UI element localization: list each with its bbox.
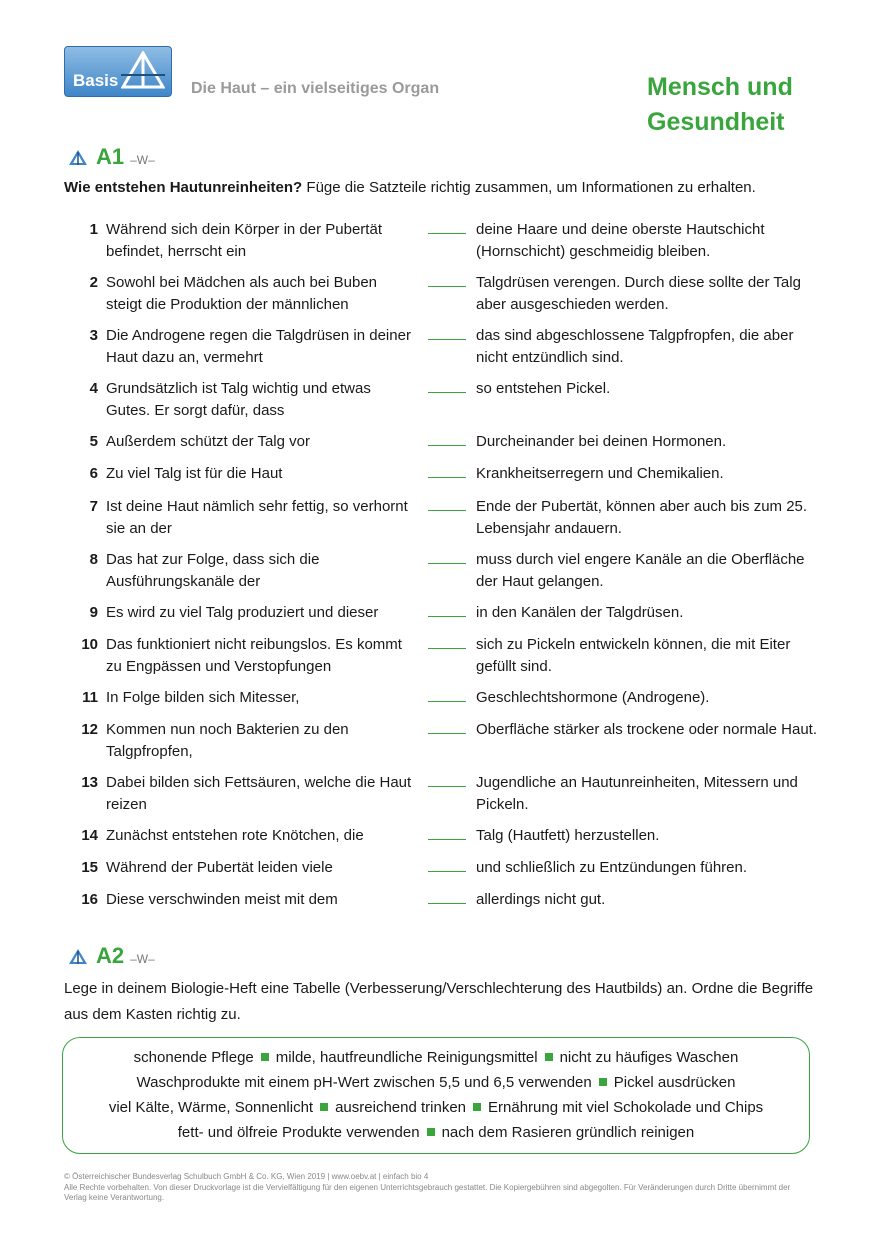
row-number: 2: [89, 274, 98, 291]
row-number: 15: [81, 859, 98, 876]
row-number: 12: [81, 721, 98, 738]
answer-blank[interactable]: [428, 733, 466, 734]
term: ausreichend trinken: [335, 1099, 467, 1116]
sentence-start: Zunächst entstehen rote Knötchen, die: [106, 827, 364, 844]
row-number: 16: [81, 891, 98, 908]
row-number: 5: [89, 433, 98, 450]
sentence-end: in den Kanälen der Talgdrüsen.: [476, 604, 684, 621]
sentence-end: Ende der Pubertät, können aber auch bis zum 25. Lebensjahr andauern.: [476, 498, 808, 537]
answer-blank[interactable]: [428, 233, 466, 234]
answer-blank[interactable]: [428, 563, 466, 564]
row-number: 4: [89, 380, 98, 397]
row-number: 9: [89, 604, 98, 621]
term: Ernährung mit viel Schokolade und Chips: [488, 1099, 764, 1116]
answer-blank[interactable]: [428, 392, 466, 393]
term: Waschprodukte mit einem pH-Wert zwischen 5,5 und 6,5 verwenden: [136, 1074, 592, 1091]
row-number: 8: [89, 551, 98, 568]
answer-blank[interactable]: [428, 701, 466, 702]
sentence-start: Das hat zur Folge, dass sich die Ausführungskanäle der: [106, 551, 320, 590]
term: nicht zu häufiges Waschen: [559, 1049, 739, 1066]
task-a2-label: A2: [96, 943, 125, 968]
sentence-end: Durcheinander bei deinen Hormonen.: [476, 433, 727, 450]
sentence-end: so entstehen Pickel.: [476, 380, 611, 397]
term: viel Kälte, Wärme, Sonnenlicht: [108, 1099, 314, 1116]
term: nach dem Rasieren gründlich reinigen: [441, 1124, 695, 1141]
subject-title: Mensch und Gesundheit: [647, 73, 793, 136]
task-a1-label: A1: [96, 144, 125, 169]
sentence-start: Außerdem schützt der Talg vor: [106, 433, 310, 450]
task-a2-level: –W–: [130, 952, 155, 966]
footer-line-2: Alle Rechte vorbehalten. Von dieser Druckvorlage ist die Vervielfältigung für den eigenen Unterrichtsgebrauch gestattet. Die Kopiergebühren sind abgegolten. Für Veränderungen durch Dritte übernimmt der Verlag keine Verantwortung.: [64, 1182, 791, 1202]
sentence-end: Talgdrüsen verengen. Durch diese sollte der Talg aber ausgeschieden werden.: [476, 274, 801, 313]
answer-blank[interactable]: [428, 339, 466, 340]
sentence-end: Oberfläche stärker als trockene oder normale Haut.: [476, 721, 817, 738]
sentence-start: Zu viel Talg ist für die Haut: [106, 465, 283, 482]
separator-square-icon: [473, 1103, 481, 1111]
answer-blank[interactable]: [428, 871, 466, 872]
task-a2-header: [68, 943, 155, 969]
sentence-start: Während der Pubertät leiden viele: [106, 859, 333, 876]
sentence-end: das sind abgeschlossene Talgpfropfen, die aber nicht entzündlich sind.: [476, 327, 794, 366]
sentence-end: sich zu Pickeln entwickeln können, die mit Eiter gefüllt sind.: [476, 636, 791, 675]
terms-line: [63, 1120, 809, 1145]
sentence-end: und schließlich zu Entzündungen führen.: [476, 859, 748, 876]
sentence-start: Die Androgene regen die Talgdrüsen in deiner Haut dazu an, vermehrt: [106, 327, 411, 366]
answer-blank[interactable]: [428, 286, 466, 287]
task-a2-instruction: Lege in deinem Biologie-Heft eine Tabelle (Verbesserung/Verschlechterung des Hautbilds) an. Ordne die Begriffe aus dem Kasten richtig zu.: [64, 980, 814, 1023]
level-triangle-icon: [68, 149, 88, 166]
instruction-question: Wie entstehen Hautunreinheiten?: [64, 179, 303, 196]
triangle-logo-icon: [121, 51, 165, 92]
sentence-start: In Folge bilden sich Mitesser,: [106, 689, 300, 706]
instruction-text: Füge die Satzteile richtig zusammen, um Informationen zu erhalten.: [302, 179, 756, 196]
terms-line: [63, 1045, 809, 1070]
sentence-start: Ist deine Haut nämlich sehr fettig, so verhornt sie an der: [106, 498, 408, 537]
basis-logo: [64, 46, 172, 97]
logo-text: Basis: [73, 71, 119, 90]
sentence-end: Talg (Hautfett) herzustellen.: [476, 827, 660, 844]
answer-blank[interactable]: [428, 477, 466, 478]
answer-blank[interactable]: [428, 445, 466, 446]
level-triangle-icon: [68, 948, 88, 965]
terms-box: [62, 1037, 810, 1154]
terms-line: [63, 1070, 809, 1095]
row-number: 1: [89, 221, 98, 238]
terms-line: [63, 1095, 809, 1120]
separator-square-icon: [427, 1128, 435, 1136]
sentence-start: Das funktioniert nicht reibungslos. Es kommt zu Engpässen und Verstopfungen: [106, 636, 402, 675]
sentence-start: Während sich dein Körper in der Pubertät befindet, herrscht ein: [106, 221, 382, 260]
separator-square-icon: [545, 1053, 553, 1061]
sentence-start: Es wird zu viel Talg produziert und dieser: [106, 604, 379, 621]
task-a1-instruction: [64, 177, 834, 199]
answer-blank[interactable]: [428, 839, 466, 840]
task-a1-header: [68, 144, 155, 170]
answer-blank[interactable]: [428, 786, 466, 787]
row-number: 13: [81, 774, 98, 791]
sentence-start: Diese verschwinden meist mit dem: [106, 891, 338, 908]
term: milde, hautfreundliche Reinigungsmittel: [275, 1049, 538, 1066]
sentence-start: Sowohl bei Mädchen als auch bei Buben steigt die Produktion der männlichen: [106, 274, 378, 313]
page-title: Die Haut – ein vielseitiges Organ: [191, 80, 440, 97]
row-number: 3: [89, 327, 98, 344]
row-number: 7: [89, 498, 98, 515]
sentence-end: Krankheitserregern und Chemikalien.: [476, 465, 724, 482]
separator-square-icon: [320, 1103, 328, 1111]
row-number: 14: [81, 827, 98, 844]
row-number: 6: [89, 465, 98, 482]
separator-square-icon: [261, 1053, 269, 1061]
sentence-start: Grundsätzlich ist Talg wichtig und etwas Gutes. Er sorgt dafür, dass: [106, 380, 371, 419]
row-number: 11: [82, 689, 98, 706]
sentence-end: allerdings nicht gut.: [476, 891, 606, 908]
sentence-start: Kommen nun noch Bakterien zu den Talgpfropfen,: [106, 721, 349, 760]
term: fett- und ölfreie Produkte verwenden: [177, 1124, 420, 1141]
answer-blank[interactable]: [428, 510, 466, 511]
answer-blank[interactable]: [428, 616, 466, 617]
sentence-end: deine Haare und deine oberste Hautschicht (Hornschicht) geschmeidig bleiben.: [476, 221, 765, 260]
footer-line-1: © Österreichischer Bundesverlag Schulbuch GmbH & Co. KG, Wien 2019 | www.oebv.at | einfach bio 4: [64, 1172, 429, 1181]
sentence-end: Geschlechtshormone (Androgene).: [476, 689, 710, 706]
copyright-footer: [64, 1172, 804, 1204]
separator-square-icon: [599, 1078, 607, 1086]
sentence-start: Dabei bilden sich Fettsäuren, welche die Haut reizen: [106, 774, 412, 813]
term: schonende Pflege: [133, 1049, 254, 1066]
answer-blank[interactable]: [428, 648, 466, 649]
answer-blank[interactable]: [428, 903, 466, 904]
row-number: 10: [81, 636, 98, 653]
sentence-end: muss durch viel engere Kanäle an die Oberfläche der Haut gelangen.: [476, 551, 805, 590]
task-a1-level: –W–: [130, 153, 155, 167]
term: Pickel ausdrücken: [613, 1074, 736, 1091]
sentence-end: Jugendliche an Hautunreinheiten, Mitessern und Pickeln.: [476, 774, 798, 813]
